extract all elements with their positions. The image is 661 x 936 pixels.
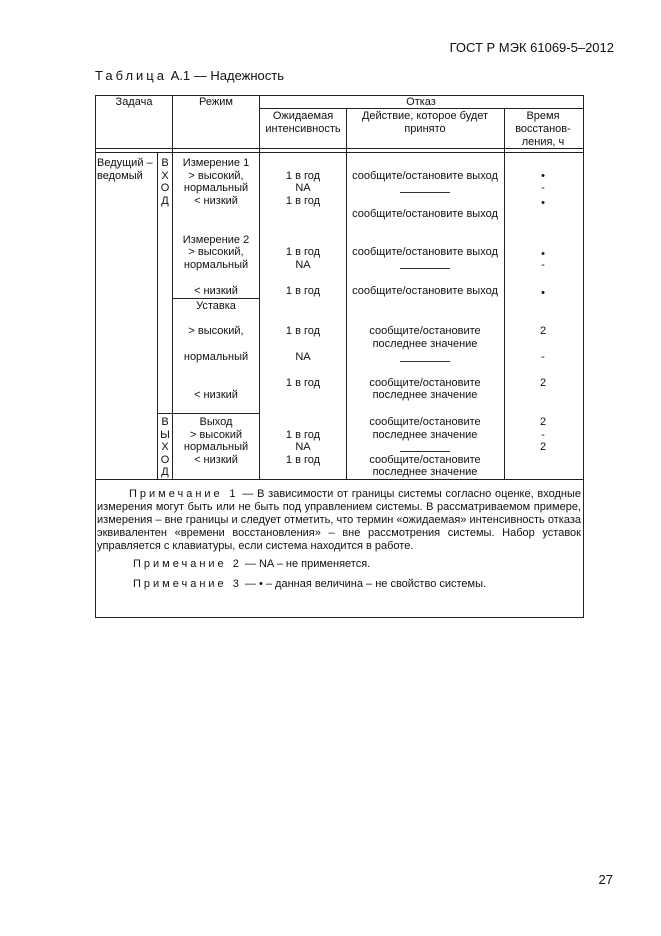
header-task: Задача <box>115 96 153 108</box>
output-letter: Х <box>161 441 169 453</box>
note-3 <box>97 578 581 591</box>
table-border-bottom <box>95 617 584 618</box>
m1-action-high: сообщите/остановите выход <box>352 170 498 182</box>
header-action-2: принято <box>404 123 446 135</box>
setpoint-action-high-1: сообщите/остановите <box>369 325 481 337</box>
m1-action-low: сообщите/остановите выход <box>352 208 498 220</box>
output-action-normal-blank <box>400 451 450 452</box>
caption-label: Таблица <box>95 68 167 83</box>
m1-time-low: • <box>541 197 545 209</box>
output-action-2: последнее значение <box>372 429 478 441</box>
note-2-dash: — <box>244 558 256 570</box>
setpoint-normal: нормальный <box>183 351 249 363</box>
input-letter: Д <box>161 195 169 207</box>
output-rate-normal: NA <box>295 441 311 453</box>
table-border-left <box>95 95 96 618</box>
m1-low: < низкий <box>194 195 238 207</box>
m2-normal: нормальный <box>183 259 249 271</box>
output-action-3: сообщите/остановите <box>369 454 481 466</box>
m1-rate-low: 1 в год <box>285 195 321 207</box>
note-2-text: NA – не применяется. <box>258 558 371 570</box>
header-time-2: восстанов- <box>515 123 571 135</box>
output-letter: В <box>161 416 169 428</box>
m2-action-normal-blank <box>400 268 450 269</box>
setpoint-time-high: 2 <box>539 325 547 337</box>
m1-rate-normal: NA <box>295 182 311 194</box>
m2-time-normal: - <box>541 259 545 271</box>
setpoint-rate-normal: NA <box>295 351 311 363</box>
header-mode: Режим <box>199 96 233 108</box>
col-divider-task <box>172 95 173 153</box>
standard-code: ГОСТ Р МЭК 61069-5–2012 <box>449 40 614 55</box>
output-rate-high: 1 в год <box>285 429 321 441</box>
setpoint-rate-high: 1 в год <box>285 325 321 337</box>
m2-time-low: • <box>541 287 545 299</box>
m2-rate-high: 1 в год <box>285 246 321 258</box>
task-name-2: ведомый <box>97 170 143 182</box>
table-border-right <box>583 95 584 618</box>
m2-rate-low: 1 в год <box>285 285 321 297</box>
setpoint-rate-low: 1 в год <box>285 377 321 389</box>
note-1-dash: — <box>242 488 254 500</box>
output-rate-low: 1 в год <box>285 454 321 466</box>
note-1 <box>97 488 581 553</box>
setpoint-action-high-2: последнее значение <box>372 338 478 350</box>
m1-high: > высокий, <box>188 170 244 182</box>
col-divider-action <box>504 108 505 480</box>
output-title: Выход <box>199 416 233 428</box>
output-high: > высокий <box>189 429 243 441</box>
header-divider <box>95 148 584 149</box>
output-action-1: сообщите/остановите <box>369 416 481 428</box>
setpoint-action-low-2: последнее значение <box>372 389 478 401</box>
header-expected-1: Ожидаемая <box>272 110 334 122</box>
body-divider <box>95 152 584 153</box>
m2-time-high: • <box>541 248 545 260</box>
m1-action-normal-blank <box>400 192 450 193</box>
header-time-3: ления, ч <box>521 136 565 148</box>
input-letter: О <box>160 182 170 194</box>
page-number: 27 <box>598 872 613 887</box>
m1-rate-high: 1 в год <box>285 170 321 182</box>
input-letter: В <box>161 157 169 169</box>
output-time-high: 2 <box>539 416 547 428</box>
output-divider <box>157 413 259 414</box>
m2-action-high: сообщите/остановите выход <box>352 246 498 258</box>
output-letter: Д <box>161 466 169 478</box>
note-1-text: В зависимости от границы системы согласно оценке, входные измерения могут быть или не быть под управлением системы. В рассматриваемом примере, измерения – вне границы и следует отметить, что термин «ожидаемая» интенсивность отказа эквивалентен «времени восстановления» – вне рассмотрения системы. Набор уставок управляется с клавиатуры, если система находится в работе. <box>97 488 582 552</box>
header-time-1: Время <box>526 110 560 122</box>
caption-title: Надежность <box>210 68 284 83</box>
output-time-low: 2 <box>539 441 547 453</box>
output-normal: нормальный <box>183 441 249 453</box>
caption-number: А.1 <box>170 68 191 83</box>
input-col-left <box>157 152 158 480</box>
setpoint-time-low: 2 <box>539 377 547 389</box>
header-failure: Отказ <box>406 96 436 108</box>
m1-title: Измерение 1 <box>182 157 250 169</box>
note-3-text: • – данная величина – не свойство системы. <box>258 578 487 590</box>
setpoint-action-low-1: сообщите/остановите <box>369 377 481 389</box>
setpoint-high: > высокий, <box>188 325 244 337</box>
col-divider-rate <box>346 108 347 480</box>
table-border-top <box>95 95 584 96</box>
table-caption <box>95 68 284 83</box>
input-col-right <box>172 152 173 480</box>
setpoint-title: Уставка <box>196 300 236 312</box>
note-2-label: Примечание 2 <box>133 558 242 570</box>
m1-normal: нормальный <box>183 182 249 194</box>
setpoint-action-normal-blank <box>400 361 450 362</box>
m1-time-normal: - <box>541 182 545 194</box>
col-divider-mode <box>259 95 260 480</box>
setpoint-low: < низкий <box>194 389 238 401</box>
note-1-label: Примечание 1 <box>129 488 239 500</box>
note-3-dash: — <box>244 578 256 590</box>
output-time-normal: - <box>541 429 545 441</box>
note-3-label: Примечание 3 <box>133 578 242 590</box>
setpoint-time-normal: - <box>541 351 545 363</box>
output-letter: О <box>160 454 170 466</box>
notes-divider <box>95 479 584 480</box>
m2-rate-normal: NA <box>295 259 311 271</box>
m2-high: > высокий, <box>188 246 244 258</box>
setpoint-divider <box>172 298 259 299</box>
task-name-1: Ведущий – <box>97 157 153 169</box>
m2-low: < низкий <box>194 285 238 297</box>
note-2 <box>97 558 581 571</box>
header-action-1: Действие, которое будет <box>361 110 489 122</box>
m2-title: Измерение 2 <box>182 234 250 246</box>
output-letter: Ы <box>160 429 170 441</box>
input-letter: Х <box>161 170 169 182</box>
m1-time-high: • <box>541 170 545 182</box>
output-action-4: последнее значение <box>372 466 478 478</box>
header-expected-2: интенсивность <box>265 123 341 135</box>
m2-action-low: сообщите/остановите выход <box>352 285 498 297</box>
output-low: < низкий <box>194 454 238 466</box>
caption-dash: — <box>193 68 207 83</box>
